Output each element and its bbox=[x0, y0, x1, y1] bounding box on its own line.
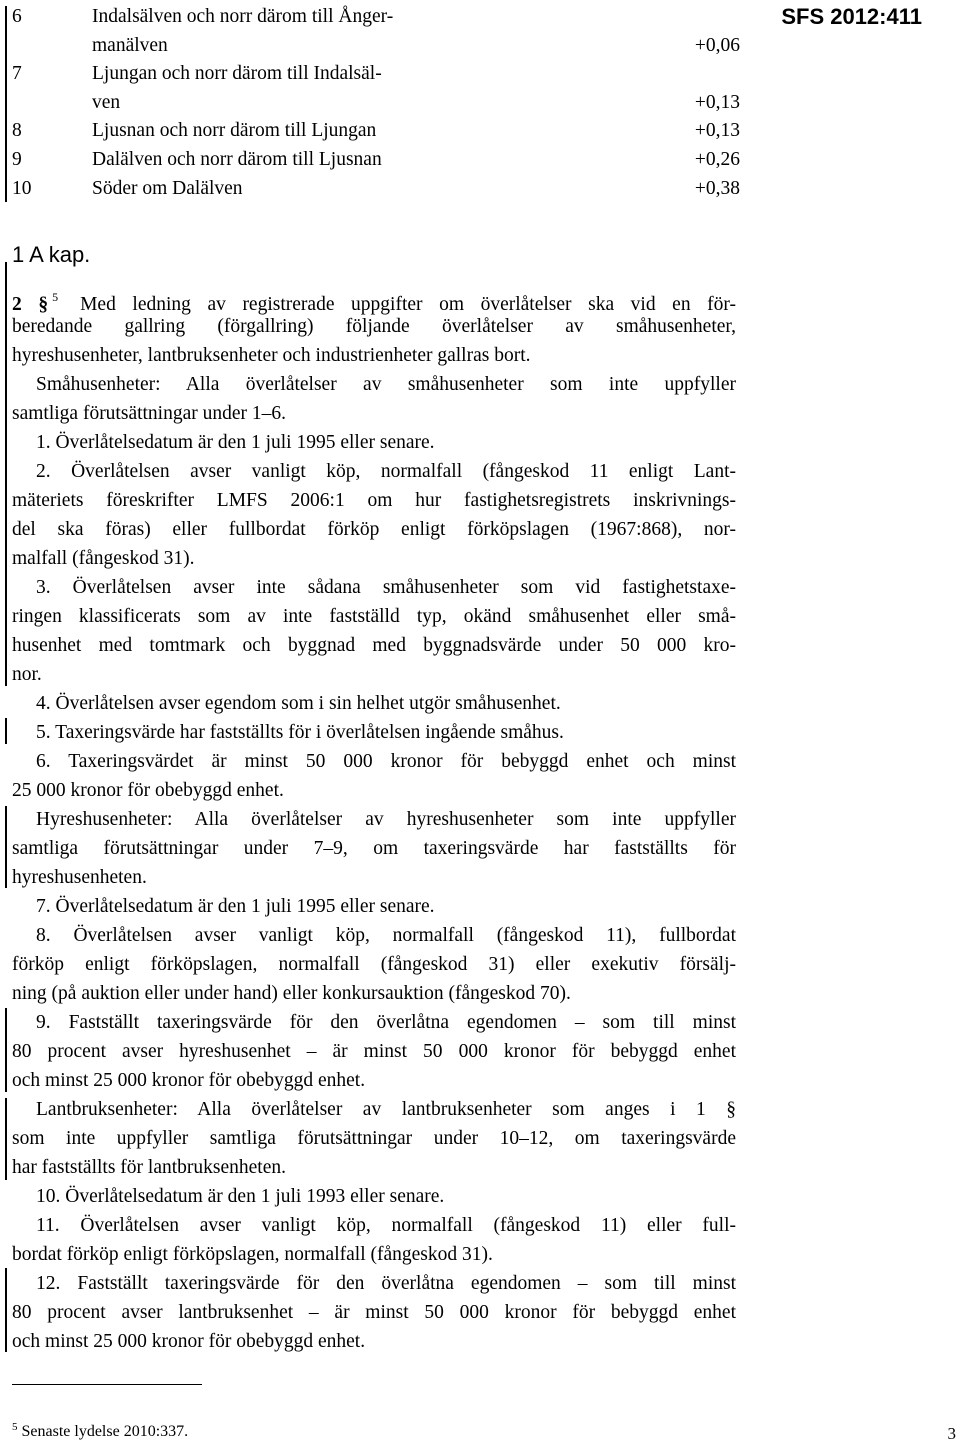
text-line: och minst 25 000 kronor för obebyggd enhet. bbox=[12, 1070, 366, 1091]
change-bar-first-paragraph bbox=[5, 262, 7, 686]
footnote-rule bbox=[12, 1384, 202, 1385]
table-row bbox=[12, 32, 740, 61]
text-line: nor. bbox=[12, 664, 42, 685]
text-line bbox=[12, 283, 736, 315]
district-table bbox=[12, 3, 740, 203]
text-line: har fastställts för lantbruksenheten. bbox=[12, 1157, 286, 1178]
text-line: 80 procent avser lantbruksenhet – är minst 50 000 kronor för bebyggd enhet bbox=[12, 1302, 736, 1323]
text-line: 1. Överlåtelsedatum är den 1 juli 1995 eller senare. bbox=[36, 432, 435, 453]
district-value: +0,06 bbox=[694, 34, 740, 56]
text-line: 7. Överlåtelsedatum är den 1 juli 1995 eller senare. bbox=[36, 896, 435, 917]
text-line: bordat förköp enligt förköpslagen, normalfall (fångeskod 31). bbox=[12, 1244, 493, 1265]
district-name: Ljusnan och norr därom till Ljungan bbox=[92, 120, 377, 142]
district-name: manälven bbox=[92, 34, 168, 56]
district-name: Ljungan och norr därom till Indalsäl- bbox=[92, 63, 382, 85]
chapter-heading: 1 A kap. bbox=[12, 242, 91, 267]
district-number: 6 bbox=[12, 6, 22, 27]
text-line: 2. Överlåtelsen avser vanligt köp, normalfall (fångeskod 11 enligt Lant- bbox=[36, 461, 736, 482]
table-row bbox=[12, 117, 740, 146]
district-value: +0,38 bbox=[694, 177, 740, 199]
footnote bbox=[12, 1416, 188, 1443]
section-number: 2 § bbox=[12, 294, 49, 315]
text-line-content: Med ledning av registrerade uppgifter om överlåtelser ska vid en för- bbox=[80, 294, 736, 315]
text-line: beredande gallring (förgallring) följande överlåtelser av småhusenheter, bbox=[12, 316, 736, 337]
district-number: 10 bbox=[12, 177, 32, 199]
district-value: +0,13 bbox=[694, 91, 740, 113]
footnote-marker: 5 bbox=[12, 1421, 18, 1433]
text-line: Hyreshusenheter: Alla överlåtelser av hyreshusenheter som inte uppfyller bbox=[36, 809, 736, 830]
text-line: 3. Överlåtelsen avser inte sådana småhusenheter som vid fastighetstaxe- bbox=[36, 577, 736, 598]
text-line: malfall (fångeskod 31). bbox=[12, 548, 195, 569]
text-line: 6. Taxeringsvärdet är minst 50 000 kronor för bebyggd enhet och minst bbox=[36, 751, 736, 772]
table-row bbox=[12, 60, 740, 89]
district-name: Indalsälven och norr därom till Ånger- bbox=[92, 6, 394, 27]
change-bar-item-12 bbox=[5, 1268, 7, 1352]
text-line: Småhusenheter: Alla överlåtelser av småhusenheter som inte uppfyller bbox=[36, 374, 736, 395]
district-value: +0,13 bbox=[694, 120, 740, 142]
text-line: samtliga förutsättningar under 7–9, om taxeringsvärde har fastställts för bbox=[12, 838, 736, 859]
footnote-text: Senaste lydelse 2010:337. bbox=[21, 1423, 189, 1440]
text-line: husenhet med tomtmark och byggnad med byggnadsvärde under 50 000 kro- bbox=[12, 635, 736, 656]
text-line: del ska föras) eller fullbordat förköp enligt förköpslagen (1967:868), nor- bbox=[12, 519, 736, 540]
district-name: Söder om Dalälven bbox=[92, 177, 243, 199]
text-line: ning (på auktion eller under hand) eller konkursauktion (fångeskod 70). bbox=[12, 983, 571, 1004]
text-line: 5. Taxeringsvärde har fastställts för i överlåtelsen ingående småhus. bbox=[36, 722, 564, 743]
text-line: och minst 25 000 kronor för obebyggd enhet. bbox=[12, 1331, 366, 1352]
text-line: 10. Överlåtelsedatum är den 1 juli 1993 eller senare. bbox=[36, 1186, 445, 1207]
text-line: som inte uppfyller samtliga förutsättningar under 10–12, om taxeringsvärde bbox=[12, 1128, 736, 1149]
text-line: 12. Fastställt taxeringsvärde för den överlåtna egendomen – som till minst bbox=[36, 1273, 736, 1294]
table-row bbox=[12, 3, 740, 32]
change-bar-table bbox=[5, 6, 7, 202]
district-number: 9 bbox=[12, 148, 22, 170]
change-bar-lantbruk bbox=[5, 1098, 7, 1180]
footnote-ref: 5 bbox=[52, 290, 59, 304]
page-number: 3 bbox=[947, 1424, 956, 1443]
text-line: hyreshusenheter, lantbruksenheter och industrienheter gallras bort. bbox=[12, 345, 531, 366]
table-row bbox=[12, 89, 740, 118]
text-line: 9. Fastställt taxeringsvärde för den överlåtna egendomen – som till minst bbox=[36, 1012, 736, 1033]
text-line: Lantbruksenheter: Alla överlåtelser av lantbruksenheter som anges i 1 § bbox=[36, 1099, 736, 1120]
text-line: 4. Överlåtelsen avser egendom som i sin helhet utgör småhusenhet. bbox=[36, 693, 561, 714]
district-number: 8 bbox=[12, 120, 22, 142]
text-line: 8. Överlåtelsen avser vanligt köp, normalfall (fångeskod 11), fullbordat bbox=[36, 925, 736, 946]
change-bar-item-5 bbox=[5, 718, 7, 744]
district-name: ven bbox=[92, 91, 121, 113]
table-row bbox=[12, 175, 740, 204]
text-line: 25 000 kronor för obebyggd enhet. bbox=[12, 780, 284, 801]
sfs-code: SFS 2012:411 bbox=[781, 4, 922, 29]
district-number: 7 bbox=[12, 63, 22, 85]
text-line: hyreshusenheten. bbox=[12, 867, 147, 888]
text-line: mäteriets föreskrifter LMFS 2006:1 om hur fastighetsregistrets inskrivnings- bbox=[12, 490, 736, 511]
table-row bbox=[12, 146, 740, 175]
change-bar-item-9 bbox=[5, 1008, 7, 1092]
text-line: 11. Överlåtelsen avser vanligt köp, normalfall (fångeskod 11) eller full- bbox=[36, 1215, 736, 1236]
district-value: +0,26 bbox=[694, 148, 740, 170]
text-line: samtliga förutsättningar under 1–6. bbox=[12, 403, 287, 424]
text-line: förköp enligt förköpslagen, normalfall (fångeskod 31) eller exekutiv försälj- bbox=[12, 954, 736, 975]
change-bar-hyreshus bbox=[5, 806, 7, 888]
district-name: Dalälven och norr därom till Ljusnan bbox=[92, 148, 382, 170]
text-line: ringen klassificerats som av inte fastställd typ, okänd småhusenhet eller små- bbox=[12, 606, 736, 627]
text-line: 80 procent avser hyreshusenhet – är minst 50 000 kronor för bebyggd enhet bbox=[12, 1041, 736, 1062]
